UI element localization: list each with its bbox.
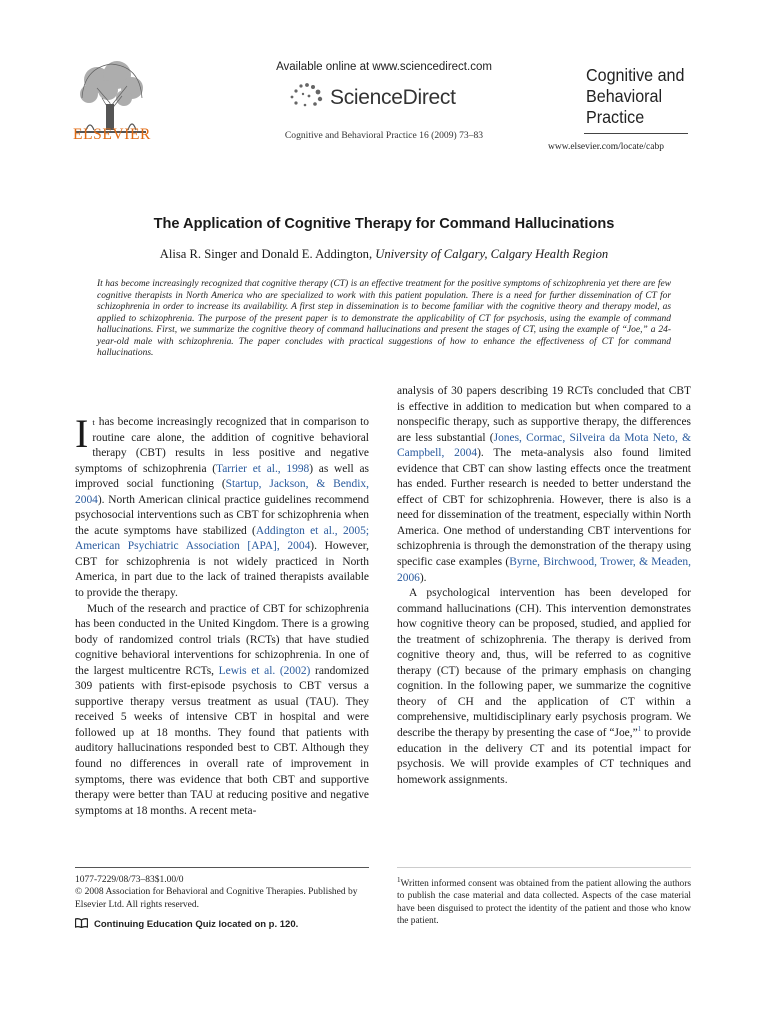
citation-link[interactable]: Tarrier et al., 1998 [216, 462, 310, 475]
text: Much of the research and practice of CBT for schizophrenia has been conducted in the United Kingdom. There is a growing body of randomized control trials (RCTs) that have studied cognitive behavioral interventions for schizophrenia. In one of the largest multicentre RCTs, [75, 602, 369, 677]
text: analysis of 30 papers describing 19 RCTs concluded that CBT is effective in addition to medication but when compared to a nonspecific therapy, such as supportive therapy, the differences are less substantial ( [397, 385, 691, 444]
journal-title-line: Practice [586, 107, 645, 127]
drop-cap: I [75, 411, 89, 456]
journal-url[interactable]: www.elsevier.com/locate/cabp [548, 142, 664, 152]
footnote-divider [397, 867, 691, 868]
text: ). North American clinical practice guidelines recommend psychosocial interventions such as CBT for schizophrenia when the acute symptoms have stabilized ( [75, 493, 369, 537]
text: randomized 309 patients with first-episode psychosis to CBT versus a supportive therapy versus treatment as usual (TAU). They received 5 weeks of intensive CBT in hospital and were followed up at 18 months. They found that patients with auditory hallucinations responded best to CBT. Although they found no differences in overall rate of improvement in symptoms, there was evidence that both CBT and supportive therapy were better than TAU at reducing positive and negative symptoms at 18 months. A recent meta- [75, 664, 369, 817]
issn-line: 1077-7229/08/73–83$1.00/0 [75, 875, 184, 885]
body-column-left [75, 411, 369, 819]
text: ). The meta-analysis also found limited evidence that CBT can show lasting effects once the treatment has ended. Further research is needed to better understand the effect of CBT for schizophrenia. However, there is also is a need for dissemination of the treatment, especially within North America. One method of understanding CBT interventions for schizophrenia is through the demonstration of the therapy using specific case examples ( [397, 447, 691, 569]
citation-link[interactable]: Byrne, Birchwood, Trower, & Meaden, 2006 [397, 556, 692, 584]
publisher-name: ELSEVIER [73, 126, 151, 143]
journal-title-rule [584, 133, 688, 134]
footnote [397, 875, 691, 928]
body-column-right [397, 384, 691, 788]
paragraph [397, 384, 691, 586]
small-caps-text: t [92, 417, 96, 427]
citation-link[interactable]: Startup, Jackson, & Bendix, 2004 [75, 478, 369, 506]
ce-quiz-note [75, 918, 298, 930]
paragraph [75, 602, 369, 820]
author-line [0, 247, 768, 262]
footer-divider [75, 867, 369, 868]
text: ). However, CBT for schizophrenia is not widely practiced in North America, in part due to the lack of trained therapists available to provide the therapy. [75, 540, 369, 600]
citation-link[interactable]: Jones, Cormac, Silveira da Mota Neto, & Campbell, 2004 [397, 431, 691, 460]
copyright-block [75, 874, 375, 911]
journal-citation: Cognitive and Behavioral Practice 16 (2009) 73–83 [284, 130, 484, 141]
copyright-line: © 2008 Association for Behavioral and Cognitive Therapies. Published by Elsevier Ltd. All rights reserved. [75, 887, 358, 910]
paragraph [397, 586, 691, 788]
journal-title-line: Behavioral [586, 86, 663, 106]
citation-link[interactable]: Lewis et al. (2002) [218, 664, 311, 677]
text: to provide education in the delivery CT and its potential impact for psychosis. We will provide examples of CT techniques and homework assignments. [397, 727, 691, 786]
paragraph [75, 411, 369, 602]
text: A psychological intervention has been developed for command hallucinations (CH). This intervention demonstrates how cognitive theory can be proposed, studied, and applied for the treatment of schizophrenia. The therapy is derived from cognitive theory and, thus, will be referred to as cognitive therapy (CT) because of the primary emphasis on changing cognition. In the following paper, we summarize the cognitive theory of CH and the application of CT within a comprehensive, multidisciplinary early psychosis program. We describe the therapy by presenting the case of “Joe,” [397, 587, 691, 740]
available-online-text[interactable]: Available online at www.sciencedirect.com [276, 61, 492, 73]
footnote-text: Written informed consent was obtained from the patient allowing the authors to publish the case material and data collected. Aspects of the case material have been disguised to protect the identity of the patient and those who know the patient. [397, 879, 691, 927]
footnote-ref-link[interactable]: 1 [637, 725, 642, 734]
affiliation: University of Calgary, Calgary Health Region [375, 247, 609, 261]
text: ) as well as improved social functioning ( [75, 462, 369, 491]
open-book-icon [75, 918, 88, 928]
authors: Alisa R. Singer and Donald E. Addington, [159, 247, 376, 261]
journal-title-block [586, 65, 696, 128]
quiz-text: Continuing Education Quiz located on p. 120. [94, 919, 299, 930]
text: ). [419, 571, 427, 584]
article-title: The Application of Cognitive Therapy for Command Hallucinations [153, 216, 615, 232]
text: has become increasingly recognized that in comparison to routine care alone, the addition of cognitive behavioral therapy (CBT) results in less positive and negative symptoms of schizophrenia ( [75, 416, 369, 475]
abstract: It has become increasingly recognized that cognitive therapy (CT) is an effective treatment for the positive symptoms of schizophrenia yet there are few cognitive therapists in North America who are specialized to work with this patient population. There is a need for further dissemination of CT for schizophrenia in order to increase its availability. A first step in dissemination is to become familiar with the cognitive theory and therapy model, as applied to schizophrenia. The purpose of the present paper is to demonstrate the applicability of CT for psychosis, using the example of command hallucinations. First, we summarize the cognitive theory of command hallucinations and present the stages of CT, using the example of “Joe,” a 24-year-old male with schizophrenia. The paper concludes with practical suggestions of how to enhance the effectiveness of CT for command hallucinations. [97, 279, 671, 358]
journal-title-line: Cognitive and [586, 65, 685, 85]
citation-link[interactable]: Addington et al., 2005; American Psychiatric Association [APA], 2004 [75, 524, 369, 553]
footnote-number: 1 [397, 875, 401, 884]
sciencedirect-dots-icon [287, 82, 327, 108]
sciencedirect-wordmark: ScienceDirect [330, 86, 456, 109]
